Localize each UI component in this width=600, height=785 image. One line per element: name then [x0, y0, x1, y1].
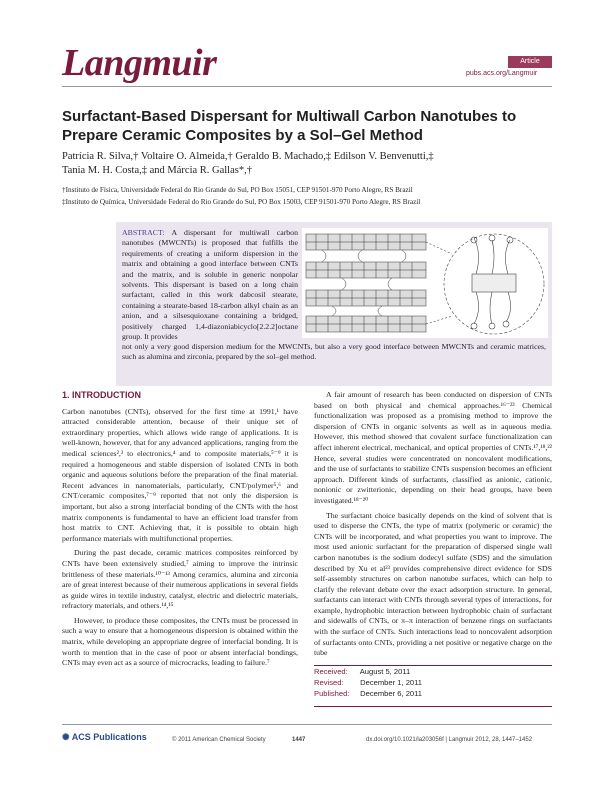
header-divider — [62, 86, 552, 87]
authors-line-1: Patrícia R. Silva,† Voltaire O. Almeida,† Geraldo B. Machado,‡ Edilson V. Benvenutti,‡ — [62, 151, 434, 162]
doi-link[interactable]: dx.doi.org/10.1021/la203056f | Langmuir 2012, 28, 1447–1452 — [366, 737, 533, 743]
section-heading-introduction: 1. INTRODUCTION — [62, 390, 142, 400]
received-row — [314, 666, 552, 677]
affiliation-2: ‡Instituto de Química, Universidade Federal do Rio Grande do Sul, PO Box 15003, CEP 91501-970 Porto Alegre, RS Brazil — [62, 198, 421, 206]
published-row — [314, 688, 552, 699]
abstract-text-lower: not only a very good dispersion medium for the MWCNTs, but also a very good interface between MWCNTs and ceramic matrices, such as alumina and zirconia, prepared by the sol–gel method. — [122, 342, 546, 362]
copyright-text: © 2011 American Chemical Society — [172, 737, 266, 743]
molecule-zoom — [426, 234, 544, 334]
affiliations — [62, 184, 552, 208]
received-date: August 5, 2011 — [359, 667, 411, 676]
abstract-text-upper — [122, 228, 298, 342]
revised-label: Revised: — [314, 678, 344, 687]
journal-url-link[interactable]: pubs.acs.org/Langmuir — [466, 70, 538, 77]
intro-paragraph-2: During the past decade, ceramic matrices composites reinforced by CNTs have been extensively studied,⁷ aiming to improve the intrinsic brittleness of these materials.¹⁰⁻¹³ Among ceramics, alumina and zirconia are of great interest because of their numerous applications in several fields as guide wires in textile industry, catalyst, electric and dielectric materials, refractory materials, and others.¹⁴,¹⁵ — [62, 548, 298, 611]
publication-dates — [314, 665, 552, 707]
author-list — [62, 150, 552, 178]
intro-paragraph-3: However, to produce these composites, the CNTs must be processed in such a way to ensure that a homogeneous dispersion is obtained within the matrix, while developing an appropriate degree of interfacial bonding. It is worth to mention that in the case of poor or absent interfacial bondings, CNTs may even act as a source of microcracks, leading to failure.⁷ — [62, 615, 298, 668]
column-left — [62, 390, 298, 673]
intro-paragraph-4: A fair amount of research has been conducted on dispersion of CNTs based on both physical and chemical approaches.¹⁶⁻²³ Chemical functionalization was proposed as a promising method to improve the dispersion of CNTs in organic solvents as well as in aqueous media. However, this method showed that covalent surface functionalization can affect inherent electrical, mechanical, and optical properties of CNTs.¹⁷,¹⁸,²² Hence, several studies were concentrated on noncovalent modifications, and the use of surfactants to stabilize CNTs suspension becomes an efficient approach. Different kinds of surfactants, classified as anionic, cationic, nonionic or zwitterionic, depending on their head groups, have been investigated.¹⁸⁻²⁰ — [314, 390, 552, 505]
acs-publications-label: ACS Publications — [71, 732, 147, 742]
toc-graphic — [302, 228, 548, 338]
nanotube-dispersant-illustration — [302, 228, 548, 338]
nanotube-mesh — [306, 234, 426, 332]
footer-divider — [62, 724, 552, 725]
affiliation-1: †Instituto de Física, Universidade Federal do Rio Grande do Sul, PO Box 15051, CEP 91501-970 Porto Alegre, RS Brazil — [62, 186, 413, 194]
received-label: Received: — [314, 667, 348, 676]
published-label: Published: — [314, 689, 350, 698]
acs-logo-icon: ✺ — [62, 732, 72, 742]
abstract-part-1: A dispersant for multiwall carbon nanotubes (MWCNTs) is proposed that fulfills the requirements of creating a uniform dispersion in the matrix and obtaining a good interface between CNTs and the matrix, and is soluble in generic nonpolar solvents. This dispersant is based on a long chain surfactant, called in this work dabcosil stearate, containing a stearate-based 18-carbon alkyl chain as an anion, and a silsesquioxane containing a bridged, positively charged 1,4-diazoniabicyclo[2.2.2]octane group. It provides — [122, 228, 298, 342]
column-right — [314, 390, 552, 663]
revised-date: December 1, 2011 — [360, 678, 423, 687]
intro-paragraph-5: The surfactant choice basically depends on the kind of solvent that is used to disperse the CNTs, the type of matrix (polymeric or ceramic) the CNTs will be incorporated, and what properties you want to improve. The most used anionic surfactant for the preparation of dispersed single wall carbon nanotubes is the sodium dodecyl sulfate (SDS) and the simulation described by Xu et al²³ provides comprehensive direct evidence for SDS self-assembly structures on carbon nanotube surfaces, which can help to clarify the relevant debate over the exact adsorption structure. In general, surfactants can interact with CNTs through several types of interactions, for example, hydrophobic interaction between hydrophobic chain of surfactant and sidewalls of CNTs, or π–π interaction of benzene rings on surfactants with the surface of CNTs. Such interactions lead to noncovalent adsorption of surfactants onto CNTs, providing a net positive or negative charge on the tube — [314, 510, 552, 658]
journal-title: Langmuir — [62, 42, 217, 84]
authors-line-2: Tania M. H. Costa,‡ and Márcia R. Gallas*,† — [62, 165, 252, 176]
published-date: December 6, 2011 — [360, 689, 423, 698]
paper-title: Surfactant-Based Dispersant for Multiwall Carbon Nanotubes to Prepare Ceramic Composites by a Sol–Gel Method — [62, 108, 517, 144]
page-number: 1447 — [292, 737, 306, 743]
abstract-label: ABSTRACT: — [122, 228, 165, 237]
revised-row — [314, 677, 552, 688]
intro-paragraph-1: Carbon nanotubes (CNTs), observed for the first time at 1991,¹ have attracted considerable attention, because of their unique set of extraordinary properties, which allows wide range of applications. It is well-known, however, that for any advanced applications, ranging from the medical sciences²,³ to electronics,⁴ and to composite materials,⁵⁻⁹ it is required a homogeneous and stable dispersion of isolated CNTs in both organic and aqueous solutions before the preparation of the final material. Recent advances in nanomaterials, particularly, CNT/polymer⁵,⁶ and CNT/ceramic composites,⁷⁻⁹ reported that not only the dispersion is important, but also a strong interfacial bonding of the CNTs with the host matrix components is fundamental to have an efficient load transfer from host matrix to CNT. Achieving that, it is possible to obtain high performance materials with multifunctional properties. — [62, 406, 298, 543]
article-type-badge: Article — [508, 56, 552, 68]
acs-publications-logo — [62, 732, 147, 743]
